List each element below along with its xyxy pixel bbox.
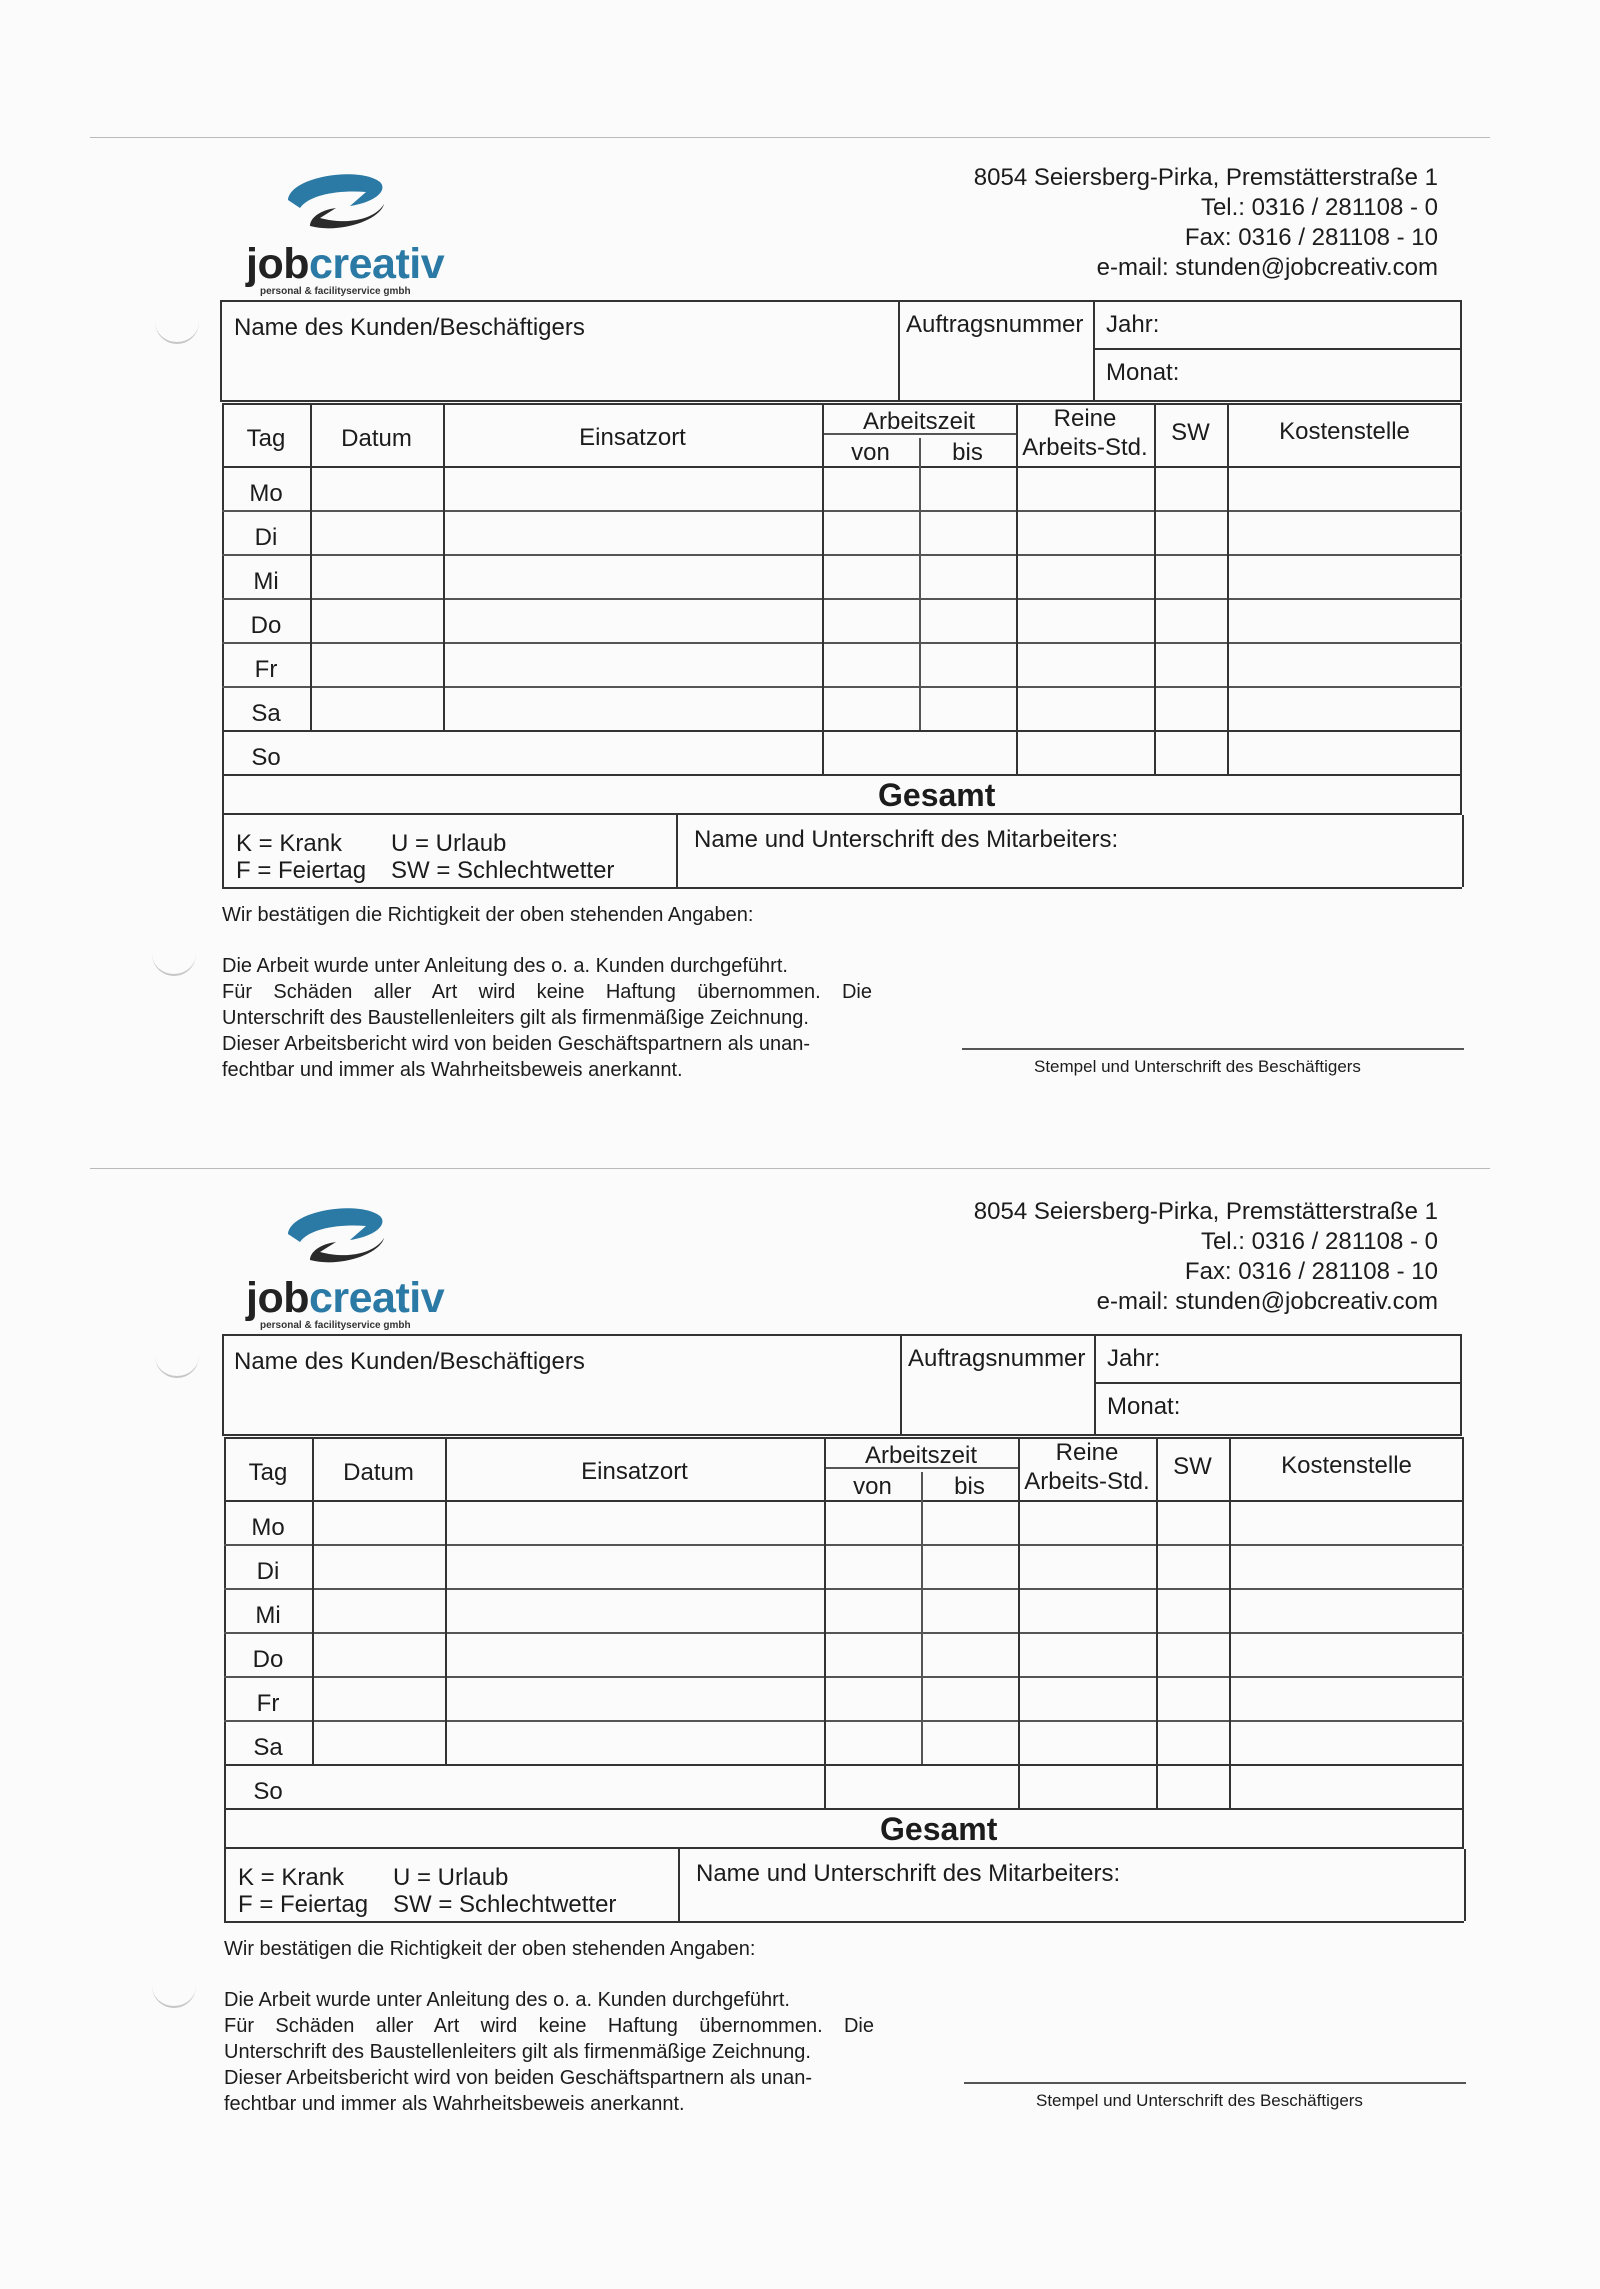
confirmation-text: Wir bestätigen die Richtigkeit der oben stehenden Angaben: bbox=[222, 904, 754, 926]
day-sa: Sa bbox=[251, 700, 281, 727]
day-mo: Mo bbox=[249, 480, 283, 507]
day-mi: Mi bbox=[255, 1602, 281, 1629]
col-net-hours-header-2: Arbeits-Std. bbox=[1024, 1468, 1150, 1495]
col-cost-center-header: Kostenstelle bbox=[1279, 418, 1410, 445]
total-label: Gesamt bbox=[880, 1811, 998, 1847]
day-di: Di bbox=[256, 1558, 280, 1585]
confirmation-text: Wir bestätigen die Richtigkeit der oben stehenden Angaben: bbox=[224, 1938, 756, 1960]
legend-holiday: F = Feiertag bbox=[236, 857, 367, 884]
month-label: Monat: bbox=[1106, 359, 1180, 386]
company-tel: Tel.: 0316 / 281108 - 0 bbox=[1200, 194, 1438, 221]
legend-bad-weather: SW = Schlechtwetter bbox=[393, 1891, 617, 1918]
col-location-header: Einsatzort bbox=[581, 1458, 688, 1485]
col-net-hours-header: Reine bbox=[1053, 405, 1117, 432]
timesheet-form-2 bbox=[0, 1034, 1600, 2115]
col-date-header: Datum bbox=[341, 425, 412, 452]
total-label: Gesamt bbox=[878, 777, 996, 813]
stamp-signature-line bbox=[964, 2082, 1466, 2084]
company-tel: Tel.: 0316 / 281108 - 0 bbox=[1200, 1228, 1438, 1255]
day-mo: Mo bbox=[251, 1514, 285, 1541]
legal-text: Die Arbeit wurde unter Anleitung des o. a. Kunden durchgeführt. Für Schäden aller Art wird keine Haftung übernommen. Die Unterschrift des Baustellenleiters gilt als firmenmäßige Zeichnung. Dieser Arbeitsbericht wird von beiden Geschäftspartnern als unan- fechtbar und immer als Wahrheitsbeweis anerkannt. bbox=[222, 955, 872, 1081]
stamp-signature-caption: Stempel und Unterschrift des Beschäftigers bbox=[1034, 1057, 1361, 1076]
year-label: Jahr: bbox=[1106, 311, 1160, 338]
col-net-hours-header-2: Arbeits-Std. bbox=[1022, 434, 1148, 461]
timesheet-form-1 bbox=[0, 0, 1600, 1081]
customer-name-label: Name des Kunden/Beschäftigers bbox=[234, 314, 585, 341]
col-from-header: von bbox=[851, 439, 890, 466]
col-sw-header: SW bbox=[1171, 419, 1210, 446]
day-so: So bbox=[253, 1778, 283, 1805]
col-to-header: bis bbox=[952, 439, 983, 466]
company-contact bbox=[974, 163, 1438, 283]
col-date-header: Datum bbox=[343, 1459, 414, 1486]
legend-vacation: U = Urlaub bbox=[391, 830, 507, 857]
day-di: Di bbox=[254, 524, 278, 551]
legal-text: Die Arbeit wurde unter Anleitung des o. a. Kunden durchgeführt. Für Schäden aller Art wird keine Haftung übernommen. Die Unterschrift des Baustellenleiters gilt als firmenmäßige Zeichnung. Dieser Arbeitsbericht wird von beiden Geschäftspartnern als unan- fechtbar und immer als Wahrheitsbeweis anerkannt. bbox=[224, 1989, 874, 2115]
day-do: Do bbox=[250, 612, 282, 639]
col-day-header: Tag bbox=[246, 425, 286, 452]
company-logo bbox=[240, 168, 460, 308]
order-number-label: Auftragsnummer bbox=[906, 311, 1084, 338]
stamp-signature-caption: Stempel und Unterschrift des Beschäftigers bbox=[1036, 2091, 1363, 2110]
year-label: Jahr: bbox=[1107, 1345, 1161, 1372]
day-so: So bbox=[251, 744, 281, 771]
day-sa: Sa bbox=[253, 1734, 283, 1761]
company-logo bbox=[240, 1202, 460, 1342]
logo-tagline: personal & facilityservice gmbh bbox=[260, 1320, 411, 1331]
day-fr: Fr bbox=[254, 656, 278, 683]
legend-holiday: F = Feiertag bbox=[238, 1891, 369, 1918]
company-fax: Fax: 0316 / 281108 - 10 bbox=[1184, 224, 1438, 251]
col-sw-header: SW bbox=[1173, 1453, 1212, 1480]
col-worktime-header: Arbeitszeit bbox=[862, 408, 976, 435]
company-email: e-mail: stunden@jobcreativ.com bbox=[1096, 254, 1438, 281]
swoosh-logo-icon bbox=[280, 168, 390, 238]
col-day-header: Tag bbox=[248, 1459, 288, 1486]
day-do: Do bbox=[252, 1646, 284, 1673]
logo-wordmark: jobcreativ bbox=[246, 240, 445, 288]
month-label: Monat: bbox=[1107, 1393, 1181, 1420]
day-fr: Fr bbox=[256, 1690, 280, 1717]
logo-wordmark: jobcreativ bbox=[246, 1274, 445, 1322]
col-cost-center-header: Kostenstelle bbox=[1281, 1452, 1412, 1479]
legend-sick: K = Krank bbox=[236, 830, 343, 857]
legend-sick: K = Krank bbox=[238, 1864, 345, 1891]
company-contact bbox=[974, 1197, 1438, 1317]
company-fax: Fax: 0316 / 281108 - 10 bbox=[1184, 1258, 1438, 1285]
swoosh-logo-icon bbox=[280, 1202, 390, 1272]
col-worktime-header: Arbeitszeit bbox=[864, 1442, 978, 1469]
employee-signature-label: Name und Unterschrift des Mitarbeiters: bbox=[694, 826, 1119, 853]
logo-tagline: personal & facilityservice gmbh bbox=[260, 286, 411, 297]
company-address: 8054 Seiersberg-Pirka, Premstätterstraße 1 bbox=[973, 164, 1438, 191]
legend-vacation: U = Urlaub bbox=[393, 1864, 509, 1891]
col-location-header: Einsatzort bbox=[579, 424, 686, 451]
order-number-label: Auftragsnummer bbox=[908, 1345, 1086, 1372]
day-mi: Mi bbox=[253, 568, 279, 595]
customer-name-label: Name des Kunden/Beschäftigers bbox=[234, 1348, 585, 1375]
legend-bad-weather: SW = Schlechtwetter bbox=[391, 857, 615, 884]
company-address: 8054 Seiersberg-Pirka, Premstätterstraße 1 bbox=[973, 1198, 1438, 1225]
company-email: e-mail: stunden@jobcreativ.com bbox=[1096, 1288, 1438, 1315]
col-to-header: bis bbox=[954, 1473, 985, 1500]
col-net-hours-header: Reine bbox=[1055, 1439, 1119, 1466]
employee-signature-label: Name und Unterschrift des Mitarbeiters: bbox=[696, 1860, 1121, 1887]
col-from-header: von bbox=[853, 1473, 892, 1500]
